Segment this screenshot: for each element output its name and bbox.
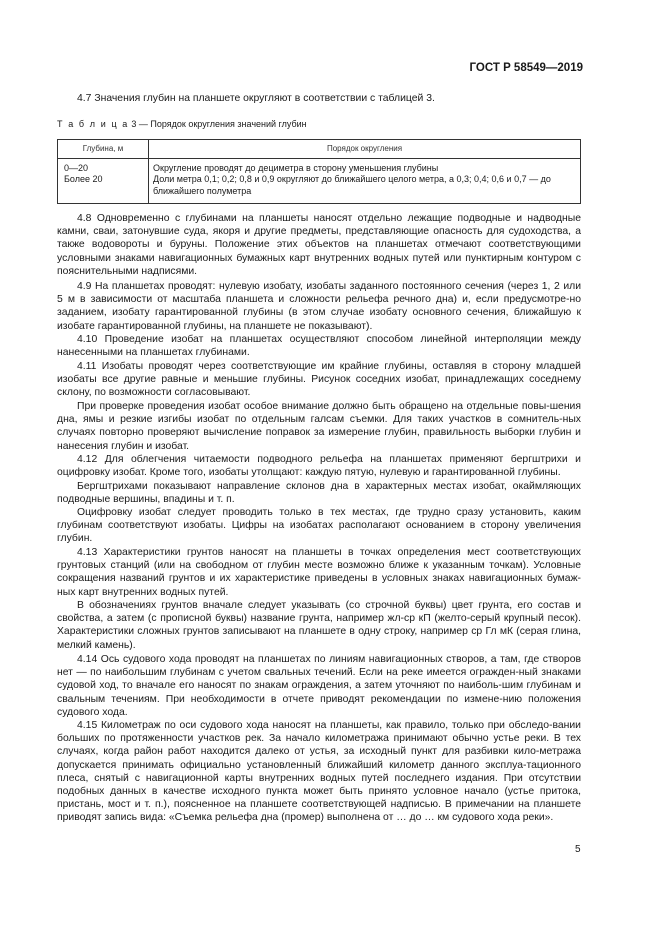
page-number: 5 <box>575 844 581 855</box>
document-id: ГОСТ Р 58549—2019 <box>469 62 583 74</box>
table-row <box>58 159 581 204</box>
table-caption-prefix: Т а б л и ц а <box>57 119 129 129</box>
paragraph-4-9: 4.9 На планшетах проводят: нулевую изобату, изобаты заданного постоянного сечения (через 1, 2 или 5 м в зависимости от масштаба планшета и сложности рельефа речного дна) и, если предусмотре-но заданием, изобату гарантированной глубины (в этом случае изобату основного сечения, ближайшую к изобате гарантированной глубины, на планшете не показывают). <box>57 281 581 332</box>
paragraph-4-15: 4.15 Километраж по оси судового хода наносят на планшеты, как правило, только при обследо-вании больших по протяженности участков рек. За начало километража принимают обычно устье реки. В тех случаях, когда район работ находится далеко от устья, за исходный пункт для разбивки кило-метража допускается принимать официально установленный ближайший километр данного эксплуа-тационного плеса, снятый с навигационной карты внутренних водных путей последнего издания. При отсутствии подобных данных в качестве исходного пункта может быть принято условное начало (устье притока, пристань, мост и т. п.), поясненное на планшете соответствующей надписью. В примечании на планшете приводят запись вида: «Съемка рельефа дна (промер) выполнена от … до … км судового хода реки». <box>57 720 581 824</box>
table-header-rounding: Порядок округления <box>149 140 581 159</box>
paragraph-bergstrokes: Бергштрихами показывают направление склонов дна в характерных местах изобат, окаймляющих подводные вершины, впадины и т. п. <box>57 481 581 506</box>
paragraph-isobath-labels: Оцифровку изобат следует проводить только в тех местах, где трудно сразу установить, каким глубинам соответствуют изобаты. Цифры на изобатах располагают основанием в сторону увеличения глубин. <box>57 507 581 545</box>
table-cell-depth <box>58 159 149 204</box>
paragraph-4-7: 4.7 Значения глубин на планшете округляют в соответствии с таблицей 3. <box>77 93 435 104</box>
paragraph-4-11: 4.11 Изобаты проводят через соответствующие им крайние глубины, оставляя в сторону младшей изобаты все другие равные и меньшие глубины. Рисунок соседних изобат, принадлежащих соседнему склону, по возможности согласовывают. <box>57 361 581 399</box>
paragraph-soil-notation: В обозначениях грунтов вначале следует указывать (со строчной буквы) цвет грунта, его состав и свойства, а затем (с прописной буквы) название грунта, например жл-ср кП (желто-серый крупный песок). Характеристики сложных грунтов записывают на планшете в одну строку, например ср Гл мК (серая глина, мелкий камень). <box>57 600 581 651</box>
depth-range-2: Более 20 <box>64 174 103 185</box>
rounding-table <box>57 139 581 204</box>
table-header-row <box>58 140 581 159</box>
table-caption <box>57 119 307 129</box>
paragraph-isobath-check: При проверке проведения изобат особое внимание должно быть обращено на отдельные повы-шения дна, ямы и резкие изгибы изобат по отдельным галсам съемки. Для таких участков в сомнитель-ных случаях повторно проверяют вычисление поправок за измерение глубин, правильность выборки глубин и нанесения глубин и изобат. <box>57 401 581 452</box>
paragraph-4-14: 4.14 Ось судового хода проводят на планшетах по линиям навигационных створов, а там, где створов нет — по наибольшим глубинам с учетом свальных течений. Если на реке имеется огражден-ный знаками судовой ход, то вначале его наносят по знакам ограждения, а затем уточняют по наиболь-шим глубинам и свальным течениям. При необходимости в отчете приводят рекомендации по измене-нию положения судового хода. <box>57 654 581 718</box>
paragraph-4-10: 4.10 Проведение изобат на планшетах осуществляют способом линейной интерполяции между нанесенными на планшетах глубинами. <box>57 334 581 359</box>
paragraph-4-12: 4.12 Для облегчения читаемости подводного рельефа на планшетах применяют бергштрихи и оцифровку изобат. Кроме того, изобаты утолщают: каждую пятую, нулевую и гарантированной глубины. <box>57 454 581 479</box>
rounding-rule-1: Округление проводят до дециметра в сторону уменьшения глубины <box>153 163 439 173</box>
table-header-depth: Глубина, м <box>58 140 149 159</box>
rounding-rule-2: Доли метра 0,1; 0,2; 0,8 и 0,9 округляют до ближайшего целого метра, а 0,3; 0,4; 0,6 и 0,7 — до ближайшего полуметра <box>153 174 551 196</box>
depth-range-1: 0—20 <box>64 163 89 173</box>
table-cell-rounding <box>149 159 581 204</box>
paragraph-4-13: 4.13 Характеристики грунтов наносят на планшеты в точках определения мест соответствующих грунтовых станций (или на свободном от глубин месте возможно ближе к указанным точкам). Условные сокращения названий грунтов и их характеристике приведены в условных знаках навигационных бумаж-ных карт внутренних водных путей. <box>57 547 581 598</box>
table-caption-title: 3 — Порядок округления значений глубин <box>128 119 307 129</box>
paragraph-4-8: 4.8 Одновременно с глубинами на планшеты наносят отдельно лежащие подводные и надводные камни, сваи, затонувшие суда, якоря и другие предметы, представляющие опасность для судоходства, а также водовороты и буруны. Положение этих объектов на планшетах отмечают соответствующими условными знаками навигационных бумажных карт внутренних водных путей или пунктирным контуром с пояснительными надписями. <box>57 213 581 277</box>
